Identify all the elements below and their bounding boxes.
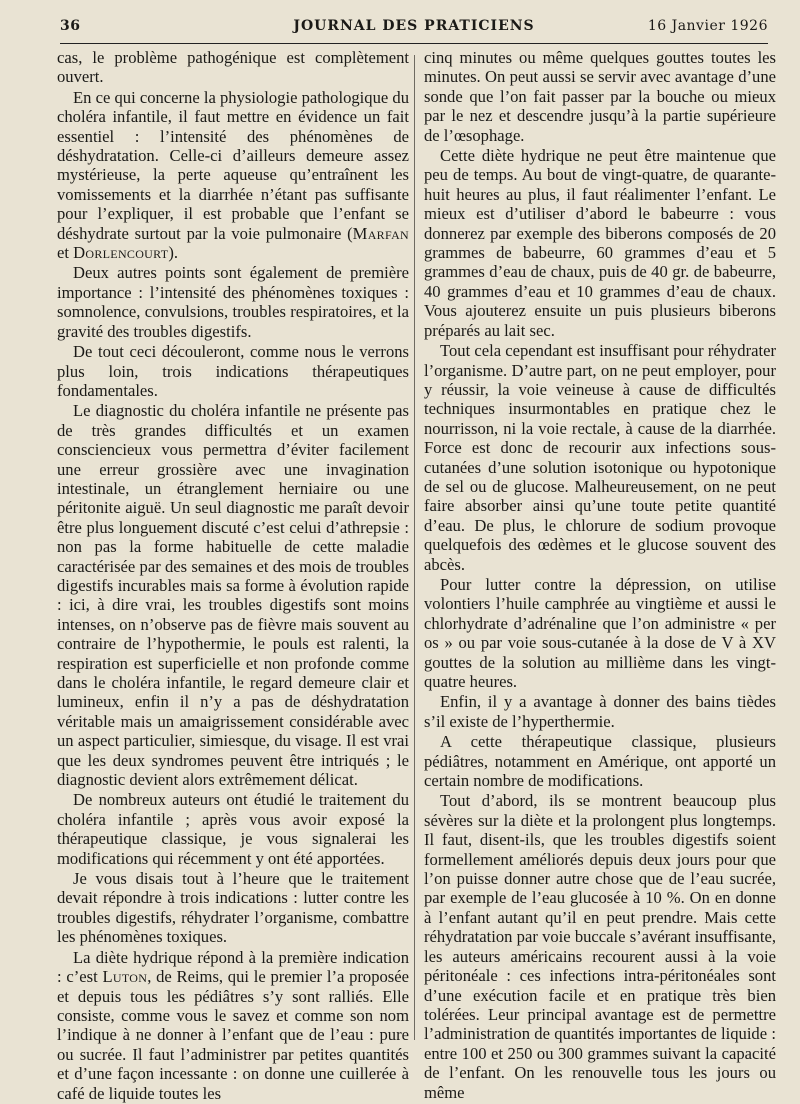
author-name: Marfan (352, 223, 409, 243)
paragraph: Le diagnostic du choléra infantile ne présente pas de très grandes difficultés et un examen consciencieux vous permettra d’éviter facilement une erreur grossière avec une invagination intestinale, un étranglement herniaire ou une péritonite aiguë. Un seul diagnostic me paraît devoir être plus longuement discuté c’est celui d’athrepsie : non pas la forme habituelle de cette maladie caractérisée par des semaines et des mois de troubles digestifs incurables mais sa forme à évolution rapide : ici, à dire vrai, les troubles digestifs sont moins intenses, on n’observe pas de fièvre mais souvent au contraire de l’hypothermie, le pouls est ralenti, la respiration est superficielle et non profonde comme dans le choléra infantile, le regard demeure clair et lumineux, enfin il n’y a pas de déshydratation véritable mais un amaigrissement considérable avec un aspect particulier, simiesque, du visage. Il est vrai que les deux syndromes peuvent être intriqués ; le diagnostic devient alors extrêmement délicat. (57, 401, 409, 790)
right-column (424, 48, 776, 1103)
page-number: 36 (60, 18, 81, 34)
running-header (60, 18, 768, 40)
paragraph: Je vous disais tout à l’heure que le traitement devait répondre à trois indications : lutter contre les troubles digestifs, réhydrater l’organisme, combattre les phénomènes toxiques. (57, 869, 409, 947)
paragraph: La diète hydrique répond à la première indication : c’est Luton, de Reims, qui le premier l’a proposée et depuis tous les pédiâtres s’y sont ralliés. Elle consiste, comme vous le savez et comme son nom l’indique à ne donner à l’enfant que de l’eau : pure ou sucrée. Il faut l’administrer par petites quantités et d’une façon incessante : on donne une cuillerée à café de liquide toutes les (57, 947, 409, 1103)
paragraph: De nombreux auteurs ont étudié le traitement du choléra infantile ; après vous avoir exposé la thérapeutique classique, je vous signalerai les modifications qui récemment y ont été apportées. (57, 790, 409, 868)
paragraph: cas, le problème pathogénique est complètement ouvert. (57, 48, 409, 87)
author-name: Luton (102, 967, 148, 987)
paragraph: En ce qui concerne la physiologie pathologique du choléra infantile, il faut mettre en évidence un fait essentiel : l’intensité des phénomènes de déshydratation. Celle-ci d’ailleurs demeure assez mystérieuse, la perte aqueuse qu’entraînent les vomissements et la diarrhée n’étant pas suffisante pour l’expliquer, il est probable que l’enfant se déshydrate surtout par la voie pulmonaire (Marfan et Dorlencourt). (57, 87, 409, 263)
paragraph: Enfin, il y a avantage à donner des bains tièdes s’il existe de l’hyperthermie. (424, 692, 776, 731)
paragraph: Tout d’abord, ils se montrent beaucoup plus sévères sur la diète et la prolongent plus longtemps. Il faut, disent-ils, que les troubles digestifs soient formellement améliorés depuis deux jours pour que l’on puisse donner autre chose que de l’eau sucrée, par exemple de l’eau glucosée à 10 %. On en donne à l’enfant autant qu’il en peut prendre. Mais cette réhydratation par voie buccale s’avérant insuffisante, les auteurs américains recourent aussi à la voie péritonéale : ces infections intra-péritonéales sont d’une exécution facile et en pratique très bien tolérées. Leur principal avantage est de permettre l’administration de quantités importantes de liquide : entre 100 et 250 ou 300 grammes suivant la capacité de l’enfant. On les renouvelle tous les jours ou même (424, 791, 776, 1102)
paragraph: cinq minutes ou même quelques gouttes toutes les minutes. On peut aussi se servir avec avantage d’une sonde que l’on fait passer par la bouche ou mieux par le nez et descendre jusqu’à la partie supérieure de l’œsophage. (424, 48, 776, 145)
left-column (57, 48, 409, 1104)
header-rule (60, 43, 768, 44)
paragraph: A cette thérapeutique classique, plusieurs pédiâtres, notamment en Amérique, ont apporté un certain nombre de modifications. (424, 732, 776, 791)
paragraph: Deux autres points sont également de première importance : l’intensité des phénomènes toxiques : somnolence, convulsions, troubles respiratoires, et la gravité des troubles digestifs. (57, 263, 409, 341)
paragraph: Tout cela cependant est insuffisant pour réhydrater l’organisme. D’autre part, on ne peut employer, pour y réussir, la voie veineuse à cause de difficultés techniques insurmontables en pratique chez le nourrisson, ni la voie rectale, à cause de la diarrhée. Force est donc de recourir aux infections sous-cutanées d’une solution isotonique ou hypotonique de sel ou de glucose. Malheureusement, on ne peut faire absorber ainsi qu’une toute petite quantité d’eau. De plus, le chlorure de sodium provoque quelquefois des œdèmes et le glucose souvent des abcès. (424, 341, 776, 574)
issue-date: 16 Janvier 1926 (647, 18, 768, 34)
paragraph: Cette diète hydrique ne peut être maintenue que peu de temps. Au bout de vingt-quatre, de quarante-huit heures au plus, il faut réalimenter l’enfant. Le mieux est d’utiliser d’abord le babeurre : vous donnerez par exemple des biberons composés de 20 grammes de babeurre, 60 grammes d’eau et 5 grammes d’eau de chaux, puis de 40 gr. de babeurre, 40 grammes d’eau et 10 grammes d’eau de chaux. Vous ajouterez ensuite un puis plusieurs biberons préparés au lait sec. (424, 146, 776, 340)
paragraph: De tout ceci découleront, comme nous le verrons plus loin, trois indications thérapeutiques fondamentales. (57, 342, 409, 400)
author-name: Dorlencourt (73, 243, 169, 263)
paragraph: Pour lutter contre la dépression, on utilise volontiers l’huile camphrée au vingtième et aussi le chlorhydrate d’adrénaline que l’on administre « per os » ou par voie sous-cutanée à la dose de V à XV gouttes de la solution au millième dans les vingt-quatre heures. (424, 574, 776, 691)
journal-title: JOURNAL DES PRATICIENS (293, 18, 535, 34)
column-divider (414, 55, 415, 1040)
